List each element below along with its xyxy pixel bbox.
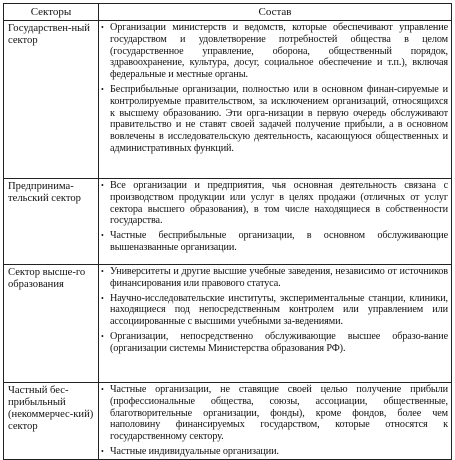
- bullet: •: [101, 181, 104, 190]
- sector-name: Сектор высше-го образования: [4, 265, 99, 383]
- bullet: •: [101, 331, 104, 341]
- list-item: [101, 230, 448, 254]
- item-text: Организации министерств и ведомств, которые обеспечивают управление государством и удовлетворение потребностей общества в целом (государственное управление, оборона, общественный порядок, здравоохранение, культура, досуг, социальное обеспечение и т.п.), включая федеральные и местные органы.: [110, 22, 448, 81]
- table-row: [4, 265, 452, 383]
- list-item: [101, 331, 448, 355]
- table-header-row: [4, 4, 452, 21]
- list-item: [101, 84, 448, 155]
- list-item: [101, 266, 448, 290]
- header-composition: Состав: [99, 4, 452, 21]
- table-row: [4, 179, 452, 265]
- sector-name: Государствен-ный сектор: [4, 21, 99, 179]
- bullet: •: [101, 446, 104, 456]
- bullet: •: [101, 231, 104, 241]
- item-text: Частные организации, не ставящие своей целью получение прибыли (профессиональные общества, союзы, ассоциации, общественные, благотворительные организации, фонды), кроме фондов, более чем наполовину финансируемых государством, которые относятся к государственному сектору.: [110, 384, 448, 443]
- bullet: •: [101, 84, 104, 94]
- composition-cell: [99, 383, 452, 460]
- item-text: Частные индивидуальные организации.: [110, 445, 279, 457]
- list-item: [101, 180, 448, 227]
- list-item: [101, 293, 448, 328]
- item-text: Университеты и другие высшие учебные заведения, независимо от источников финансирования или правового статуса.: [110, 266, 448, 289]
- bullet: •: [101, 385, 104, 394]
- table-row: [4, 383, 452, 460]
- composition-cell: [99, 179, 452, 265]
- composition-cell: [99, 21, 452, 179]
- item-text: Все организации и предприятия, чья основная деятельность связана с производством продукции или услуг в целях продажи (отличных от услуг сектора высшего образования), в том числе находящиеся в собственности государства.: [110, 180, 448, 227]
- item-text: Организации, непосредственно обслуживающие высшее образо-вание (организации системы Министерства образования РФ).: [110, 330, 448, 354]
- bullet: •: [101, 267, 104, 276]
- bullet: •: [101, 293, 104, 303]
- item-text: Частные бесприбыльные организации, в основном обслуживающие вышеназванные организации.: [110, 230, 448, 253]
- header-sectors: Секторы: [4, 4, 99, 21]
- list-item: [101, 446, 448, 458]
- list-item: [101, 22, 448, 81]
- sector-name: Предпринима-тельский сектор: [4, 179, 99, 265]
- list-item: [101, 384, 448, 443]
- sectors-table: [3, 3, 452, 460]
- bullet: •: [101, 23, 104, 32]
- item-text: Научно-исследовательские институты, экспериментальные станции, клиники, находящиеся под непосредственным контролем или управлением или ассоциированные с высшими учебными за-ведениями.: [110, 292, 448, 328]
- composition-cell: [99, 265, 452, 383]
- item-text: Бесприбыльные организации, полностью или в основном финан-сируемые и контролируемые правительством, за исключением организаций, относящихся к высшему образованию. Эти орга-низации в первую очередь обслуживают правительство и не ставят своей задачей получение прибыли, а в основном вовлечены в исследовательскую деятельность, касающуюся общественных и административных функций.: [110, 83, 448, 154]
- sector-name: Частный бес-прибыльный (некоммерчес-кий) сектор: [4, 383, 99, 460]
- table-row: [4, 21, 452, 179]
